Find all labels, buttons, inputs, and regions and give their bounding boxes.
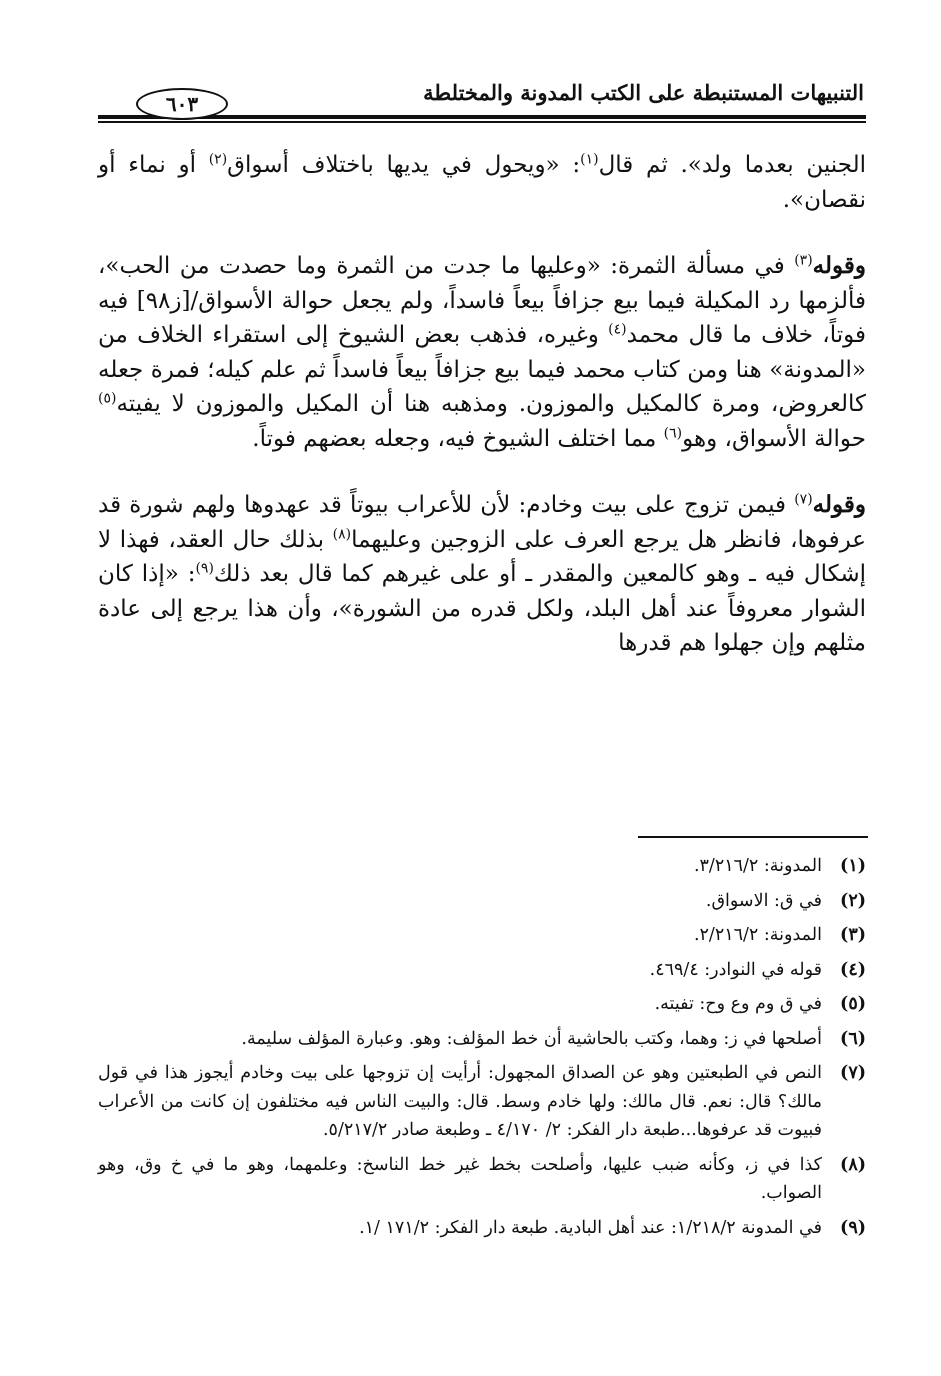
footnote-number: (٦): [840, 1028, 866, 1049]
footnote-number: (٢): [840, 890, 866, 911]
footnote-ref-9: (٩): [195, 560, 214, 577]
footnote-ref-3: (٣): [794, 252, 813, 269]
footnote-number: (١): [840, 856, 866, 876]
footnote: [98, 990, 866, 1019]
footnote-ref-8: (٨): [332, 525, 352, 542]
page-header: [98, 78, 864, 118]
text-run: : «إذا كان الشوار معروفاً عند أهل البلد، ولكل قدره من الشورة»، وأن هذا يرجع إلى عادة مثلهم وإن جهلوا هم قدرها: [98, 561, 866, 656]
footnote-text: في ق وم وع وح: تفيته.: [654, 994, 822, 1014]
text-run: وغيره، فذهب بعض الشيوخ إلى استقراء الخلاف من «المدونة» هنا ومن كتاب محمد فيما بيع جزافاً بيعاً فاسداً ثم علم كيله؛ فمرة جعله كالعروض، ومرة كالمكيل والموزون. ومذهبه هنا أن المكيل والموزون لا يفيته: [98, 322, 866, 417]
text-run: أو نماء أو نقصان».: [98, 152, 866, 213]
paragraph-gap: [98, 217, 866, 249]
footnote-ref-7: (٧): [794, 491, 813, 508]
footnote: [98, 887, 866, 916]
paragraph-lead: وقوله: [812, 491, 866, 518]
footnote-separator-line: [638, 836, 868, 838]
text-run: حوالة الأسواق، وهو: [682, 425, 866, 452]
text-run: بذلك حال العقد، فهذا لا إشكال فيه ـ وهو كالمعين والمقدر ـ أو على غيرهم كما قال بعد ذلك: [98, 526, 866, 587]
text-run: فيمن تزوج على بيت وخادم: لأن للأعراب بيوتاً قد عهدوها ولهم شورة قد عرفوها، فانظر هل يرجع العرف على الزوجين وعليهما: [98, 492, 866, 553]
footnote-text: أصلحها في ز: وهما، وكتب بالحاشية أن خط المؤلف: وهو. وعبارة المؤلف سليمة.: [241, 1028, 822, 1049]
footnote-number: (٨): [840, 1154, 866, 1175]
footnote-number: (٧): [840, 1063, 866, 1083]
paragraph-gap: [98, 456, 866, 488]
footnote: [98, 956, 866, 985]
footnote-text: المدونة: ٢/٢١٦/٢.: [693, 925, 822, 945]
footnotes: [98, 852, 866, 1248]
footnote: [98, 852, 866, 881]
footnote-text: كذا في ز، وكأنه ضبب عليها، وأصلحت بخط غير خط الناسخ: وعلمهما، وهو ما في خ وق، وهو الصواب.: [98, 1154, 822, 1203]
footnote: [98, 1059, 866, 1145]
footnote-ref-2: (٢): [208, 151, 228, 168]
text-run: مما اختلف الشيوخ فيه، وجعله بعضهم فوتاً.: [252, 425, 664, 452]
footnote-ref-4: (٤): [608, 321, 627, 338]
text-run: في مسألة الثمرة: «وعليها ما جدت من الثمرة وما حصدت من الحب»، فألزمها رد المكيلة فيما بيع جزافاً بيعاً فاسداً، ولم يجعل حوالة الأسواق/[ز٩٨] فيه فوتاً، خلاف ما قال محمد: [98, 253, 866, 348]
footnote: [98, 921, 866, 950]
page-number: ٦٠٣: [136, 88, 228, 120]
running-title: التنبيهات المستنبطة على الكتب المدونة والمختلطة: [423, 80, 864, 105]
footnote: [98, 1214, 866, 1243]
footnote-ref-6: (٦): [663, 424, 683, 441]
text-run: : «ويحول في يديها باختلاف أسواق: [227, 152, 581, 178]
footnote-text: في المدونة ١/٢١٨/٢: عند أهل البادية. طبعة دار الفكر: ١٧١/٢ /١.: [359, 1217, 822, 1238]
main-text: [98, 148, 866, 661]
footnote-text: قوله في النوادر: ٤٦٩/٤.: [649, 959, 822, 980]
paragraph-2: [98, 249, 866, 456]
footnote-text: في ق: الاسواق.: [705, 890, 822, 911]
footnote-ref-5: (٥): [98, 390, 117, 407]
footnote-ref-1: (١): [580, 151, 599, 168]
footnote: [98, 1151, 866, 1208]
paragraph-3: [98, 488, 866, 661]
header-rule-thin: [98, 121, 866, 123]
text-run: الجنين بعدما ولد». ثم قال: [598, 152, 866, 178]
footnote-number: (٣): [840, 925, 866, 945]
footnote-text: النص في الطبعتين وهو عن الصداق المجهول: أرأيت إن تزوجها على بيت وخادم أيجوز هذا في قول مالك؟ قال: نعم. قال مالك: ولها خادم وسط. قال: والبيت الناس فيه مختلفون إن كانت من الأعراب فبيوت قد عرفوها...طبعة دار الفكر: ٢/ ٤/١٧٠ ـ وطبعة صادر ٥/٢١٧/٢.: [98, 1063, 822, 1140]
footnote: [98, 1025, 866, 1054]
footnote-number: (٩): [840, 1217, 866, 1238]
paragraph-lead: وقوله: [812, 252, 866, 279]
paragraph-1: [98, 148, 866, 217]
footnote-text: المدونة: ٣/٢١٦/٢.: [693, 856, 822, 876]
footnote-number: (٤): [840, 959, 866, 980]
footnote-number: (٥): [840, 994, 866, 1014]
